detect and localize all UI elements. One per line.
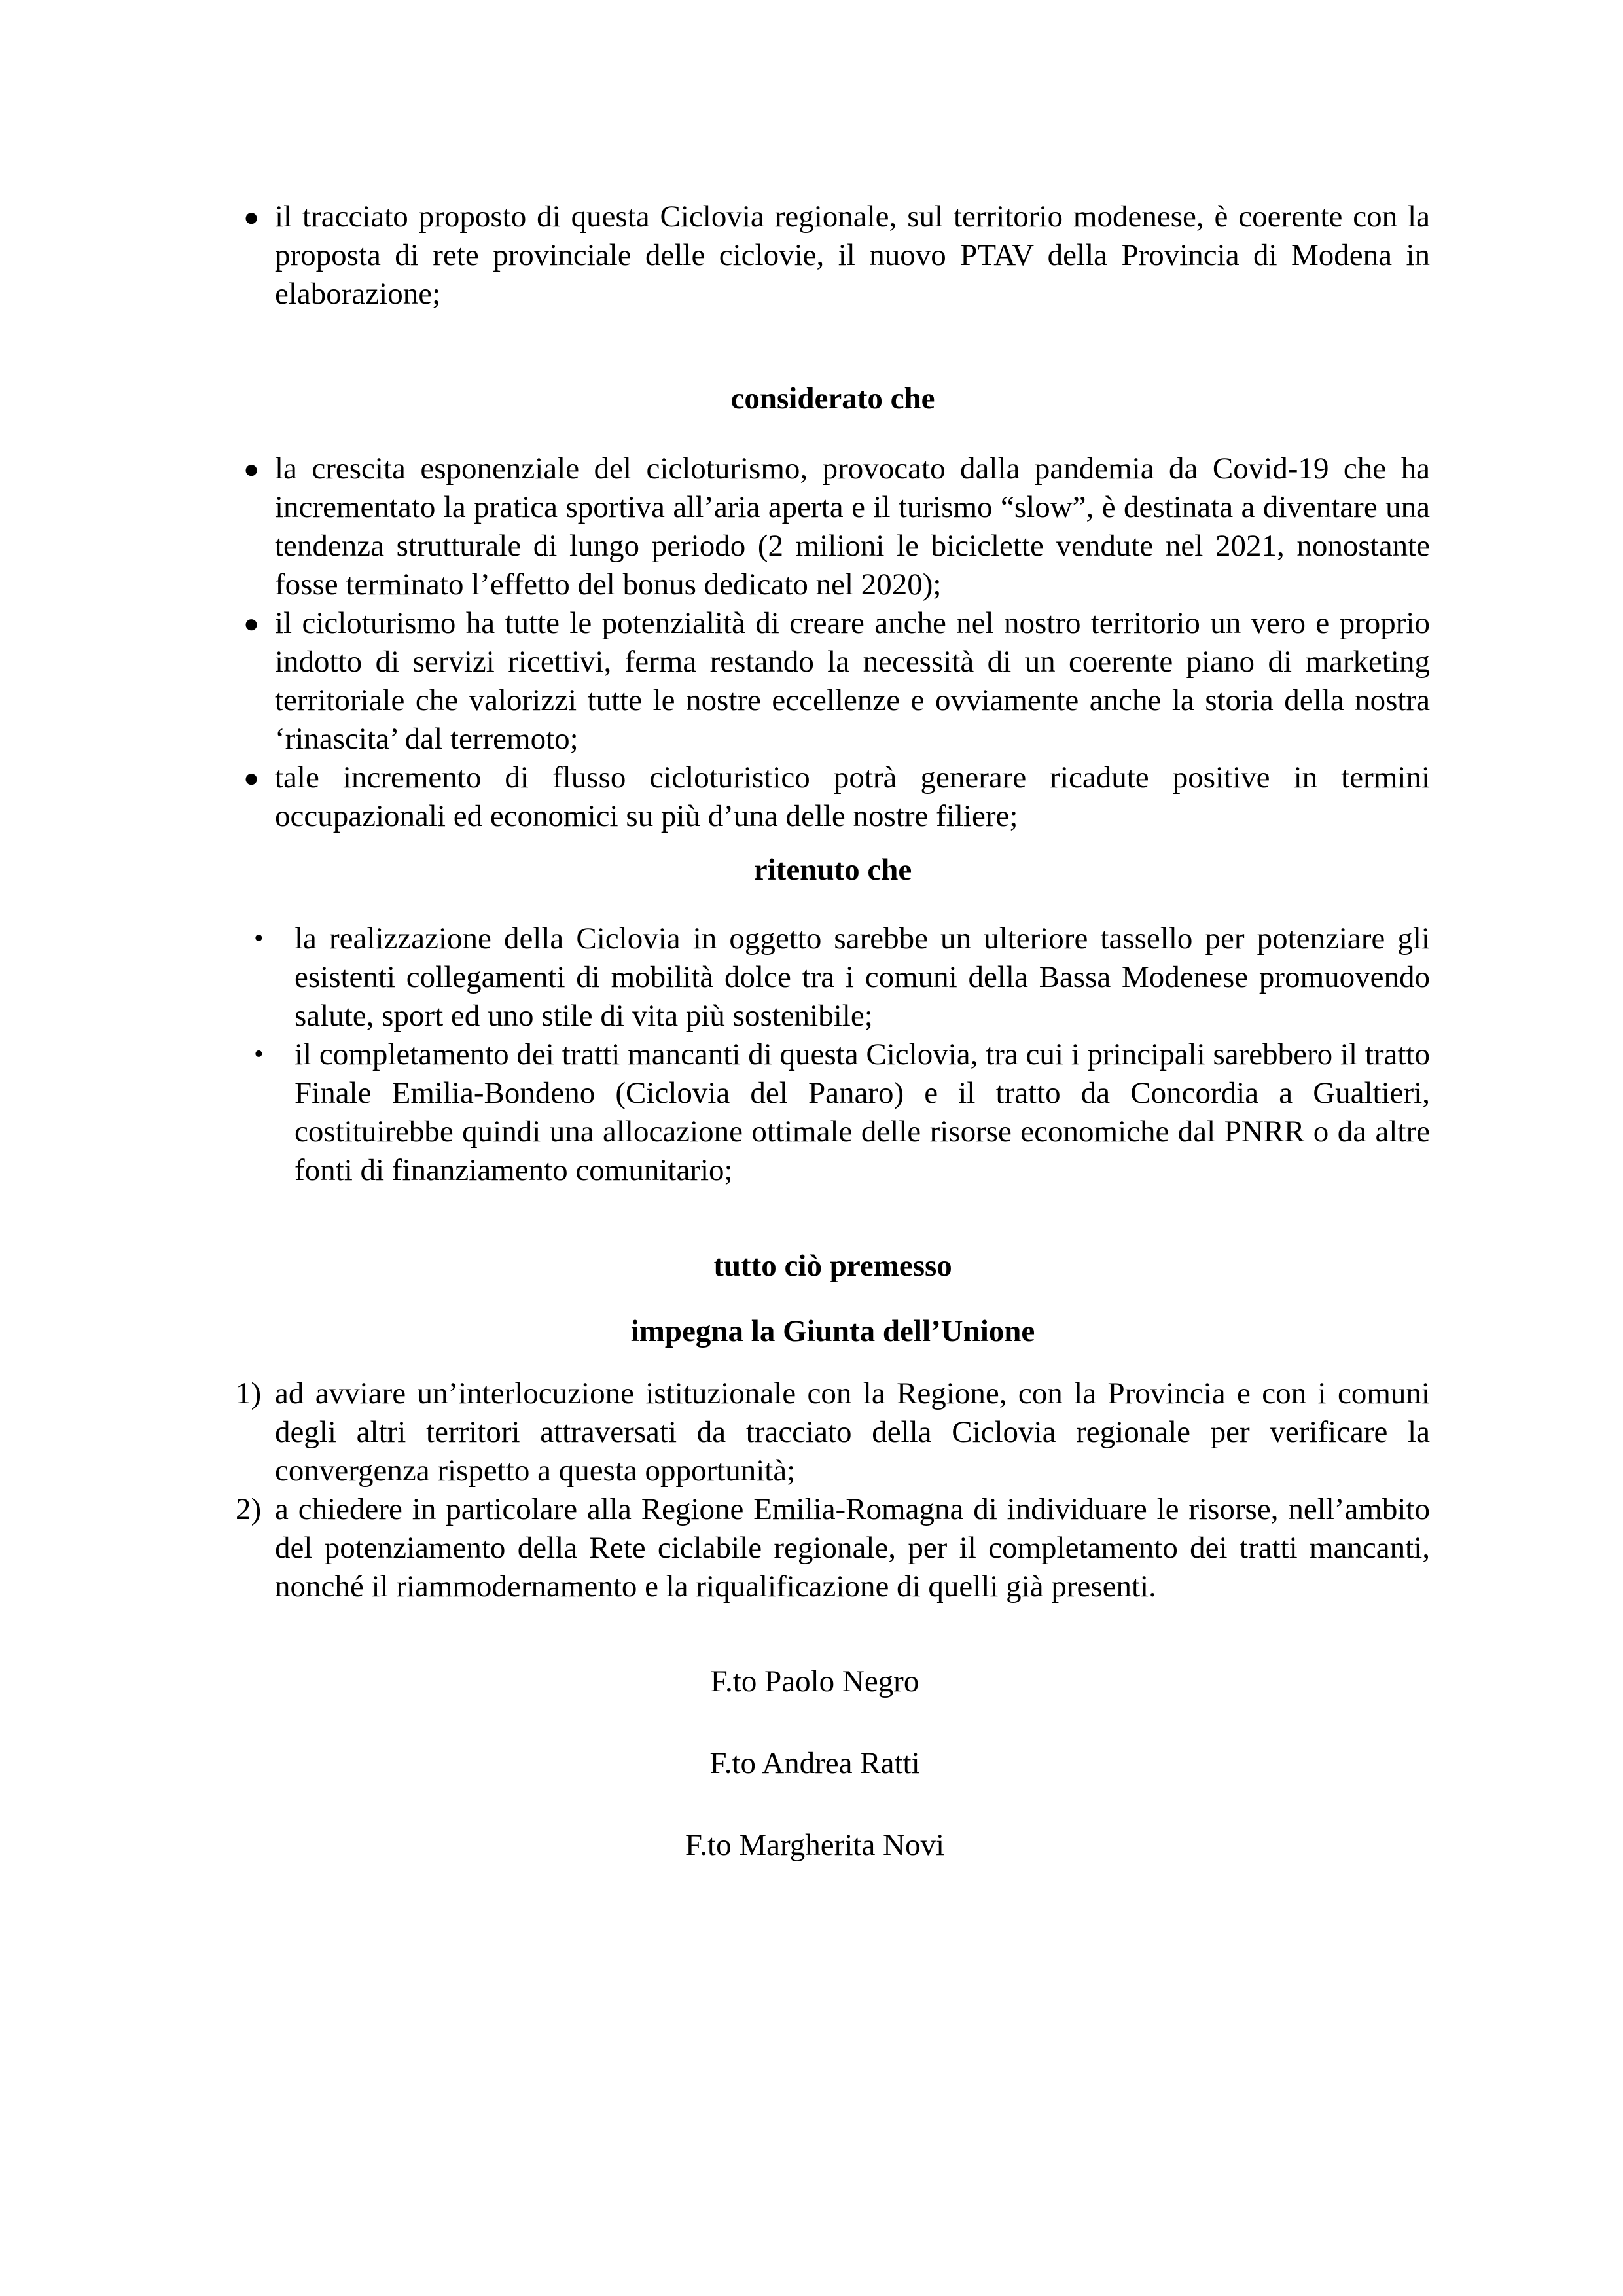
bullet-icon: ● <box>243 454 260 484</box>
numbered-item-text: a chiedere in particolare alla Regione Emilia-Romagna di individuare le risorse, nell’ambito del potenziamento della Rete ciclabile regionale, per il completamento dei tratti mancanti, nonché il riammodernamento e la riqualificazione di quelli già presenti. <box>275 1492 1430 1604</box>
bullet-icon: • <box>254 1039 264 1069</box>
bullet-icon: ● <box>243 763 260 793</box>
list-item-text: il completamento dei tratti mancanti di questa Ciclovia, tra cui i principali sarebbero il tratto Finale Emilia-Bondeno (Ciclovia del Panaro) e il tratto da Concordia a Gualtieri, costituirebbe quindi una allocazione ottimale delle risorse economiche dal PNRR o da altre fonti di finanziamento comunitario; <box>294 1037 1430 1187</box>
premessa-heading: tutto ciò premesso <box>713 1249 952 1283</box>
considerato-bullet-list <box>236 450 1430 836</box>
section-heading-considerato: considerato che <box>730 382 935 416</box>
numbered-item <box>236 1374 1430 1490</box>
ritenuto-bullet-list <box>236 920 1430 1190</box>
list-item <box>236 604 1430 759</box>
list-item <box>236 198 1430 314</box>
list-item-text: tale incremento di flusso cicloturistico potrà generare ricadute positive in termini occupazionali ed economici su più d’una delle nostre filiere; <box>275 761 1430 833</box>
list-item-text: il cicloturismo ha tutte le potenzialità di creare anche nel nostro territorio un vero e proprio indotto di servizi ricettivi, ferma restando la necessità di un coerente piano di marketing territoriale che valorizzi tutte le nostre eccellenze e ovviamente anche la storia della nostra ‘rinascita’ dal terremoto; <box>275 606 1430 756</box>
signature-margherita-novi: F.to Margherita Novi <box>685 1828 945 1862</box>
list-item <box>236 759 1430 836</box>
list-item-text: la realizzazione della Ciclovia in oggetto sarebbe un ulteriore tassello per potenziare gli esistenti collegamenti di mobilità dolce tra i comuni della Bassa Modenese promuovendo salute, sport ed uno stile di vita più sostenibile; <box>294 922 1430 1033</box>
intro-bullet-list <box>236 198 1430 314</box>
signature-paolo-negro: F.to Paolo Negro <box>710 1664 919 1698</box>
signature-andrea-ratti: F.to Andrea Ratti <box>709 1746 920 1780</box>
item-number: 1) <box>236 1376 262 1410</box>
numbered-item-text: ad avviare un’interlocuzione istituzionale con la Regione, con la Provincia e con i comuni degli altri territori attraversati da tracciato della Ciclovia regionale per verificare la convergenza rispetto a questa opportunità; <box>275 1376 1430 1488</box>
bullet-icon: ● <box>243 609 260 638</box>
bullet-icon: • <box>254 924 264 954</box>
list-item <box>236 450 1430 604</box>
list-item <box>236 1035 1430 1190</box>
section-heading-ritenuto: ritenuto che <box>753 853 912 887</box>
list-item <box>236 920 1430 1035</box>
list-item-text: il tracciato proposto di questa Ciclovia regionale, sul territorio modenese, è coerente con la proposta di rete provinciale delle ciclovie, il nuovo PTAV della Provincia di Modena in elaborazione; <box>275 200 1430 311</box>
impegna-numbered-list <box>236 1374 1430 1606</box>
numbered-item <box>236 1490 1430 1606</box>
bullet-icon: ● <box>243 202 260 232</box>
impegna-heading: impegna la Giunta dell’Unione <box>630 1314 1035 1348</box>
list-item-text: la crescita esponenziale del cicloturismo, provocato dalla pandemia da Covid-19 che ha incrementato la pratica sportiva all’aria aperta e il turismo “slow”, è destinata a diventare una tendenza strutturale di lungo periodo (2 milioni le biciclette vendute nel 2021, nonostante fosse terminato l’effetto del bonus dedicato nel 2020); <box>275 452 1430 601</box>
item-number: 2) <box>236 1492 262 1526</box>
